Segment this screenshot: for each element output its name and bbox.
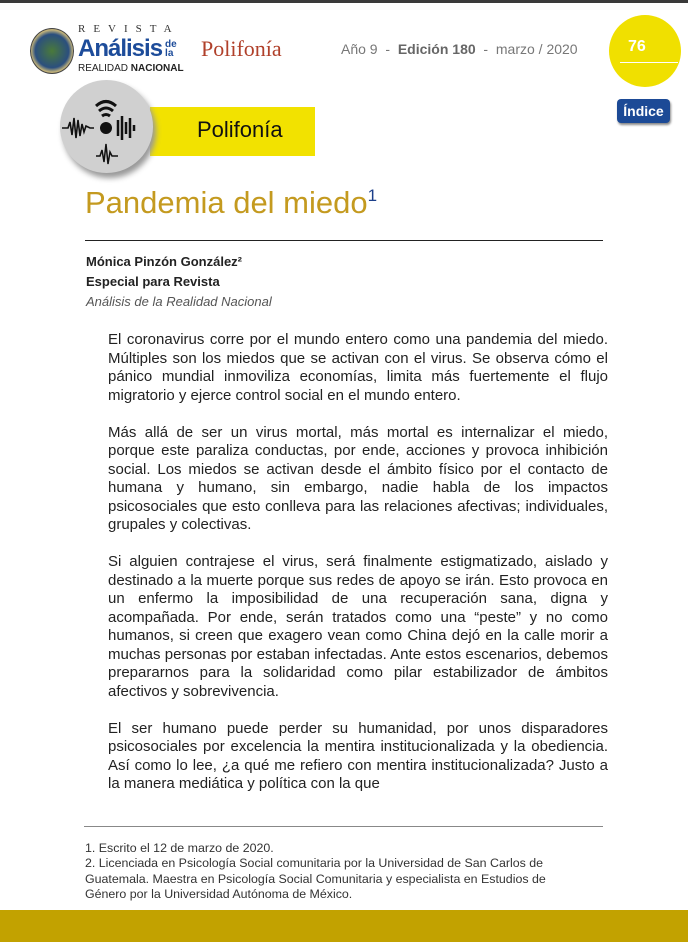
footnotes (85, 841, 585, 902)
top-bar (0, 0, 688, 3)
title-text: Pandemia del miedo (85, 185, 368, 220)
index-button[interactable]: Índice (617, 99, 670, 123)
sep: - (385, 41, 391, 57)
paragraph: El coronavirus corre por el mundo entero como una pandemia del miedo. Múltiples son los miedos que se activan con el virus. Se observa cómo el pánico mundial inmoviliza economías, limita más fuertemente el flujo migratorio y ejerce control social en el mundo entero. (108, 331, 608, 404)
date: marzo / 2020 (495, 41, 578, 57)
paragraph: Más allá de ser un virus mortal, más mortal es internalizar el miedo, porque este paraliza conductas, por ende, acciones y provoca inhibición social. Los miedos se activan desde el ámbito físico por el contacto de humana y humano, sin embargo, nadie habla de los impactos psicosociales que esto conlleva para las relaciones afectivas; individuales, grupales y colectivas. (108, 423, 608, 533)
byline: Especial para Revista (86, 274, 220, 289)
university-seal-logo (30, 28, 74, 74)
article-flow (84, 331, 608, 902)
magazine-logo (78, 23, 196, 75)
header-section-name: Polifonía (201, 36, 282, 61)
podcast-soundwave-icon (60, 80, 153, 173)
edition: Edición 180 (397, 41, 476, 57)
section-banner-label: Polifonía (197, 117, 283, 142)
title-footnote-ref[interactable]: 1 (367, 186, 378, 205)
year: Año 9 (341, 41, 378, 57)
footnote-rule (84, 826, 603, 827)
page-number: 76 (628, 38, 646, 55)
logo-realidad: REALIDAD (78, 63, 129, 74)
sep2: - (483, 41, 489, 57)
issue-info (341, 41, 578, 58)
author-name: Mónica Pinzón González² (86, 254, 243, 269)
publication-name: Análisis de la Realidad Nacional (86, 294, 272, 309)
logo-nacional: NACIONAL (130, 63, 184, 74)
article-title (85, 185, 377, 221)
title-rule (85, 240, 603, 241)
logo-revista: REVISTA (78, 23, 180, 35)
logo-de-la: de la (165, 39, 177, 59)
paragraph: Si alguien contrajese el virus, será finalmente estigmatizado, aislado y destinado a la muerte porque sus redes de apoyo se irán. Esto provoca en un enfermo la imposibilidad de una recuperación sana, digna y acompañada. Por ende, serán tratados como una “peste” y no como humanos, si creen que exagero vean como China dejó en la calle morir a muchas personas por estaban infectadas. Ante estos escenarios, debemos prepararnos para la solidaridad como pilar estabilizador de ámbitos afectivos y sobrevivencia. (108, 553, 608, 700)
logo-realidad-nacional (78, 63, 196, 75)
logo-analisis: Análisis (78, 35, 163, 62)
footnote-2: 2. Licenciada en Psicología Social comunitaria por la Universidad de San Carlos de Guatemala. Maestra en Psicología Social Comunitaria y especialista en Estudios de Género por la Universidad Autónoma de México. (85, 856, 546, 901)
logo-main-row (78, 35, 196, 63)
page-number-underline (620, 62, 678, 63)
footnote-1: 1. Escrito el 12 de marzo de 2020. (85, 841, 274, 855)
footer-bar (0, 910, 688, 942)
paragraph: El ser humano puede perder su humanidad, por unos disparadores psicosociales por excelencia la mentira institucionalizada y la obediencia. Así como lo lee, ¿a qué me refiero con mentira institucionalizada? Justo a la manera mediática y política con la que (108, 719, 608, 792)
article-body (108, 331, 608, 821)
